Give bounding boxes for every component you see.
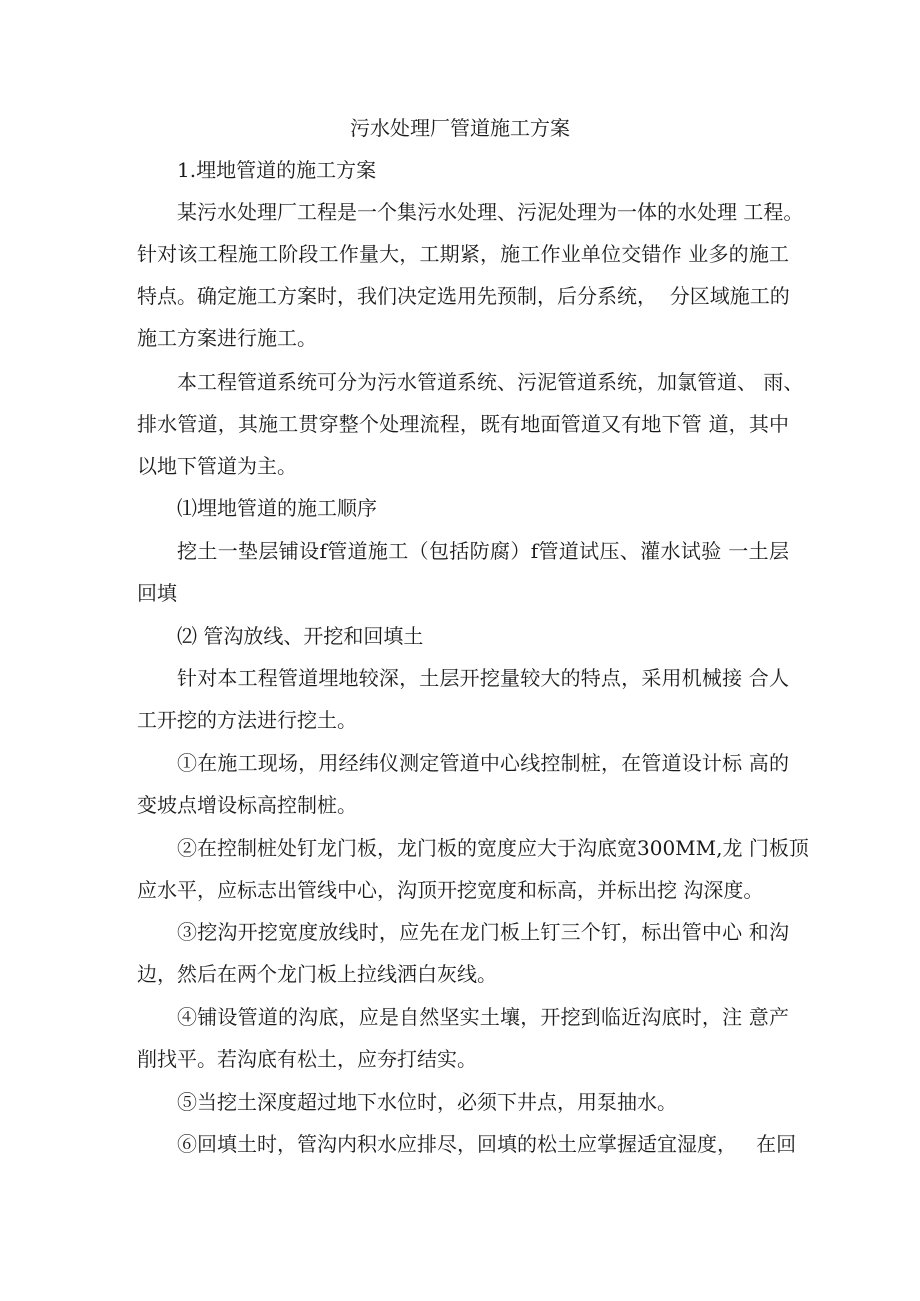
- list-item-line: 削找平。若沟底有松土，应夯打结实。: [137, 1047, 477, 1071]
- list-item-line: ④铺设管道的沟底，应是自然坚实土壤，开挖到临近沟底时，注 意产: [177, 1005, 789, 1029]
- list-item-line: ⑥回填土时，管沟内积水应排尽，回填的松土应掌握适宜湿度， 在回: [177, 1132, 797, 1156]
- paragraph-line: 施工方案进行施工。: [137, 326, 317, 350]
- subsection-heading: ⑵ 管沟放线、开挖和回填土: [177, 624, 424, 648]
- section-heading: 1.埋地管道的施工方案: [177, 158, 377, 182]
- document-title: 污水处理厂管道施工方案: [350, 116, 570, 140]
- paragraph-line: 特点。确定施工方案时，我们决定选用先预制，后分系统， 分区域施工的: [137, 284, 790, 308]
- subsection-heading: ⑴埋地管道的施工顺序: [177, 496, 377, 520]
- paragraph-line: 以地下管道为主。: [137, 454, 297, 478]
- list-item-line: ①在施工现场，用经纬仪测定管道中心线控制桩，在管道设计标 高的: [177, 751, 789, 775]
- list-item-line: 变坡点增设标高控制桩。: [137, 793, 357, 817]
- paragraph-line: 回填: [137, 581, 177, 605]
- list-item-line: 边，然后在两个龙门板上拉线洒白灰线。: [137, 962, 497, 986]
- paragraph-line: 工开挖的方法进行挖土。: [137, 708, 357, 732]
- paragraph-line: 本工程管道系统可分为污水管道系统、污泥管道系统，加氯管道、 雨、: [177, 370, 804, 394]
- paragraph-line: 挖土一垫层铺设f管道施工（包括防腐）f管道试压、灌水试验 一土层: [177, 539, 789, 563]
- paragraph-line: 排水管道，其施工贯穿整个处理流程，既有地面管道又有地下管 道，其中: [137, 412, 789, 436]
- list-item-line: 应水平，应标志出管线中心，沟顶开挖宽度和标高，并标出挖 沟深度。: [137, 878, 764, 902]
- paragraph-line: 某污水处理厂工程是一个集污水处理、污泥处理为一体的水处理 工程。: [177, 200, 804, 224]
- paragraph-line: 针对该工程施工阶段工作量大，工期紧，施工作业单位交错作 业多的施工: [137, 242, 789, 266]
- list-item-line: ⑤当挖土深度超过地下水位时，必须下井点，用泵抽水。: [177, 1090, 677, 1114]
- list-item-line: ③挖沟开挖宽度放线时，应先在龙门板上钉三个钉，标出管中心 和沟: [177, 920, 789, 944]
- paragraph-line: 针对本工程管道埋地较深，土层开挖量较大的特点，采用机械接 合人: [177, 666, 789, 690]
- list-item-line: ②在控制桩处钉龙门板，龙门板的宽度应大于沟底宽300MM,龙 门板顶: [177, 836, 809, 860]
